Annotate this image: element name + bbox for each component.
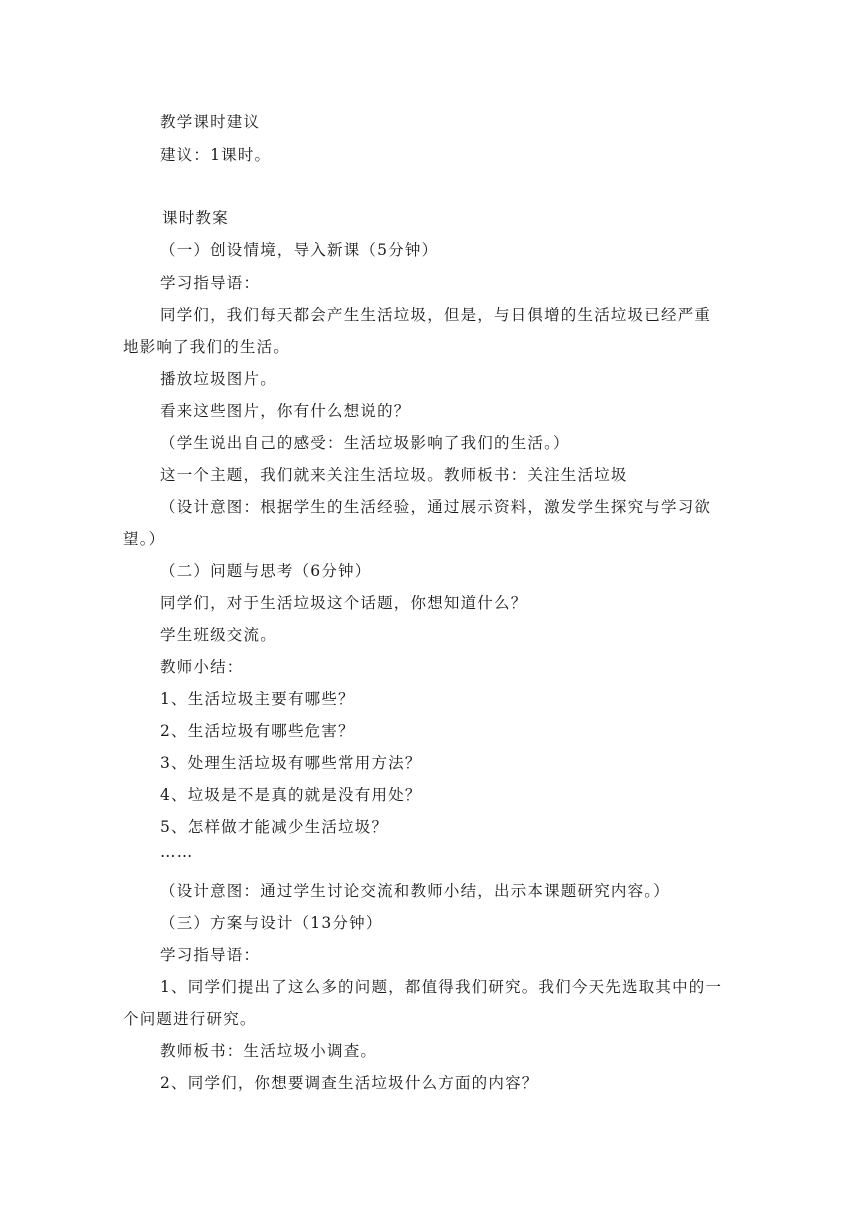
part1-guide-label: 学习指导语：: [160, 274, 261, 292]
part2-summary-label: 教师小结：: [160, 658, 244, 676]
part3-item2: 2、同学们，你想要调查生活垃圾什么方面的内容？: [160, 1074, 539, 1092]
part3-item1-line1: 1、同学们提出了这么多的问题，都值得我们研究。我们今天先选取其中的一: [160, 978, 723, 996]
part1-design-line2: 望。）: [123, 530, 166, 548]
part1-student-response: （学生说出自己的感受：生活垃圾影响了我们的生活。）: [160, 434, 570, 452]
part1-play: 播放垃圾图片。: [160, 370, 277, 388]
list-item: 2、生活垃圾有哪些危害？: [160, 722, 355, 740]
list-item: 1、生活垃圾主要有哪些？: [160, 690, 355, 708]
part1-paragraph-line1: 同学们，我们每天都会产生生活垃圾，但是，与日俱增的生活垃圾已经严重: [160, 306, 712, 324]
part3-guide-label: 学习指导语：: [160, 946, 261, 964]
part2-design: （设计意图：通过学生讨论交流和教师小结，出示本课题研究内容。）: [160, 882, 670, 900]
part3-item1-line2: 个问题进行研究。: [123, 1010, 257, 1028]
part2-exchange: 学生班级交流。: [160, 626, 277, 644]
part1-paragraph-line2: 地影响了我们的生活。: [123, 338, 291, 356]
list-item: 4、垃圾是不是真的就是没有用处？: [160, 786, 422, 804]
part2-title: （二）问题与思考（6分钟）: [160, 562, 372, 580]
part2-ellipsis: ……: [160, 843, 194, 861]
part1-topic: 这一个主题，我们就来关注生活垃圾。教师板书：关注生活垃圾: [160, 466, 628, 484]
part1-design-line1: （设计意图：根据学生的生活经验，通过展示资料，激发学生探究与学习欲: [160, 498, 712, 516]
section-heading-plan: 课时教案: [162, 209, 229, 227]
part1-title: （一）创设情境，导入新课（5分钟）: [160, 241, 439, 259]
part1-question: 看来这些图片，你有什么想说的？: [160, 402, 411, 420]
list-item: 3、处理生活垃圾有哪些常用方法？: [160, 754, 422, 772]
part2-question: 同学们，对于生活垃圾这个话题，你想知道什么？: [160, 594, 528, 612]
list-item: 5、怎样做才能减少生活垃圾？: [160, 818, 389, 836]
part3-board: 教师板书：生活垃圾小调查。: [160, 1042, 378, 1060]
part3-title: （三）方案与设计（13分钟）: [160, 914, 383, 932]
suggestion-text: 建议：1课时。: [160, 146, 272, 164]
section-heading-suggestion: 教学课时建议: [160, 113, 261, 131]
